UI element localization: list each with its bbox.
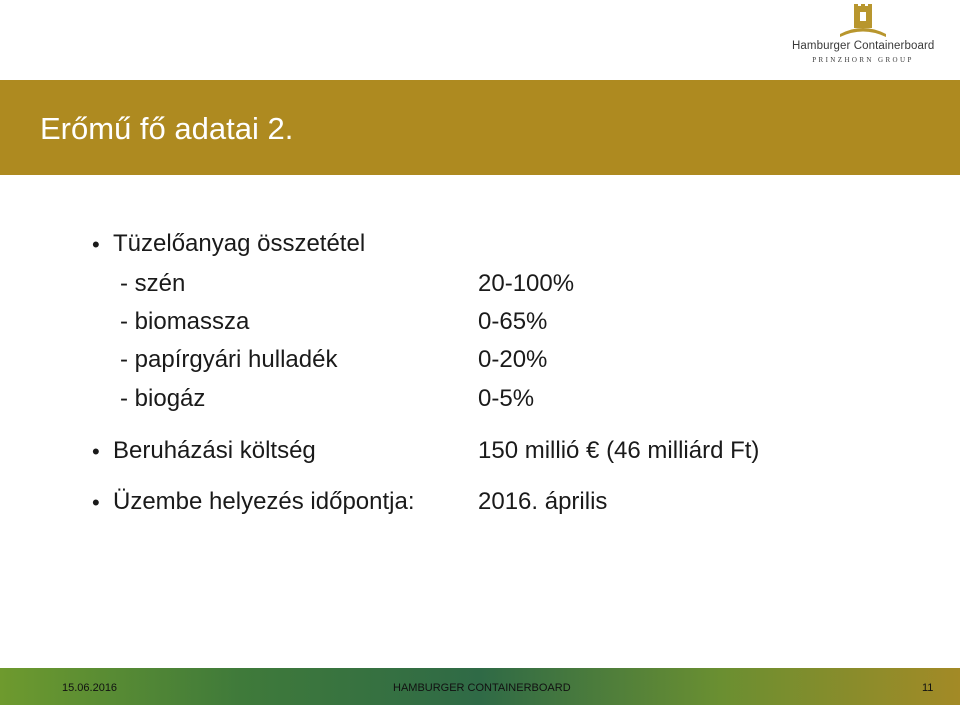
footer-bar (0, 668, 960, 705)
footer-date: 15.06.2016 (62, 682, 118, 694)
company-logo (792, 4, 934, 66)
bullet-marker: • (92, 232, 100, 257)
slide-title: Erőmű fő adatai 2. (40, 111, 294, 146)
logo-group-name: PRINZHORN GROUP (812, 56, 914, 64)
fuel-item-value: 0-20% (478, 346, 548, 373)
title-bar (0, 80, 960, 175)
castle-tower-icon (840, 4, 886, 40)
fuel-item-value: 20-100% (478, 270, 575, 297)
fuel-item-label: - papírgyári hulladék (120, 346, 338, 373)
fuel-item-label: - szén (120, 270, 186, 297)
investment-cost-label: Beruházási költség (113, 437, 316, 464)
fuel-item-label: - biomassza (120, 308, 250, 335)
fuel-composition-heading: Tüzelőanyag összetétel (113, 230, 366, 257)
logo-company-name: Hamburger Containerboard (792, 40, 935, 52)
page-number: 11 (922, 682, 934, 694)
bullet-marker: • (92, 439, 100, 464)
bullet-marker: • (92, 490, 100, 515)
commissioning-date-label: Üzembe helyezés időpontja: (113, 488, 415, 515)
footer-company: HAMBURGER CONTAINERBOARD (393, 682, 571, 694)
investment-cost-value: 150 millió € (46 milliárd Ft) (478, 437, 760, 464)
commissioning-date-value: 2016. április (478, 488, 608, 515)
fuel-item-value: 0-65% (478, 308, 548, 335)
fuel-item-label: - biogáz (120, 385, 206, 412)
fuel-item-value: 0-5% (478, 385, 535, 412)
